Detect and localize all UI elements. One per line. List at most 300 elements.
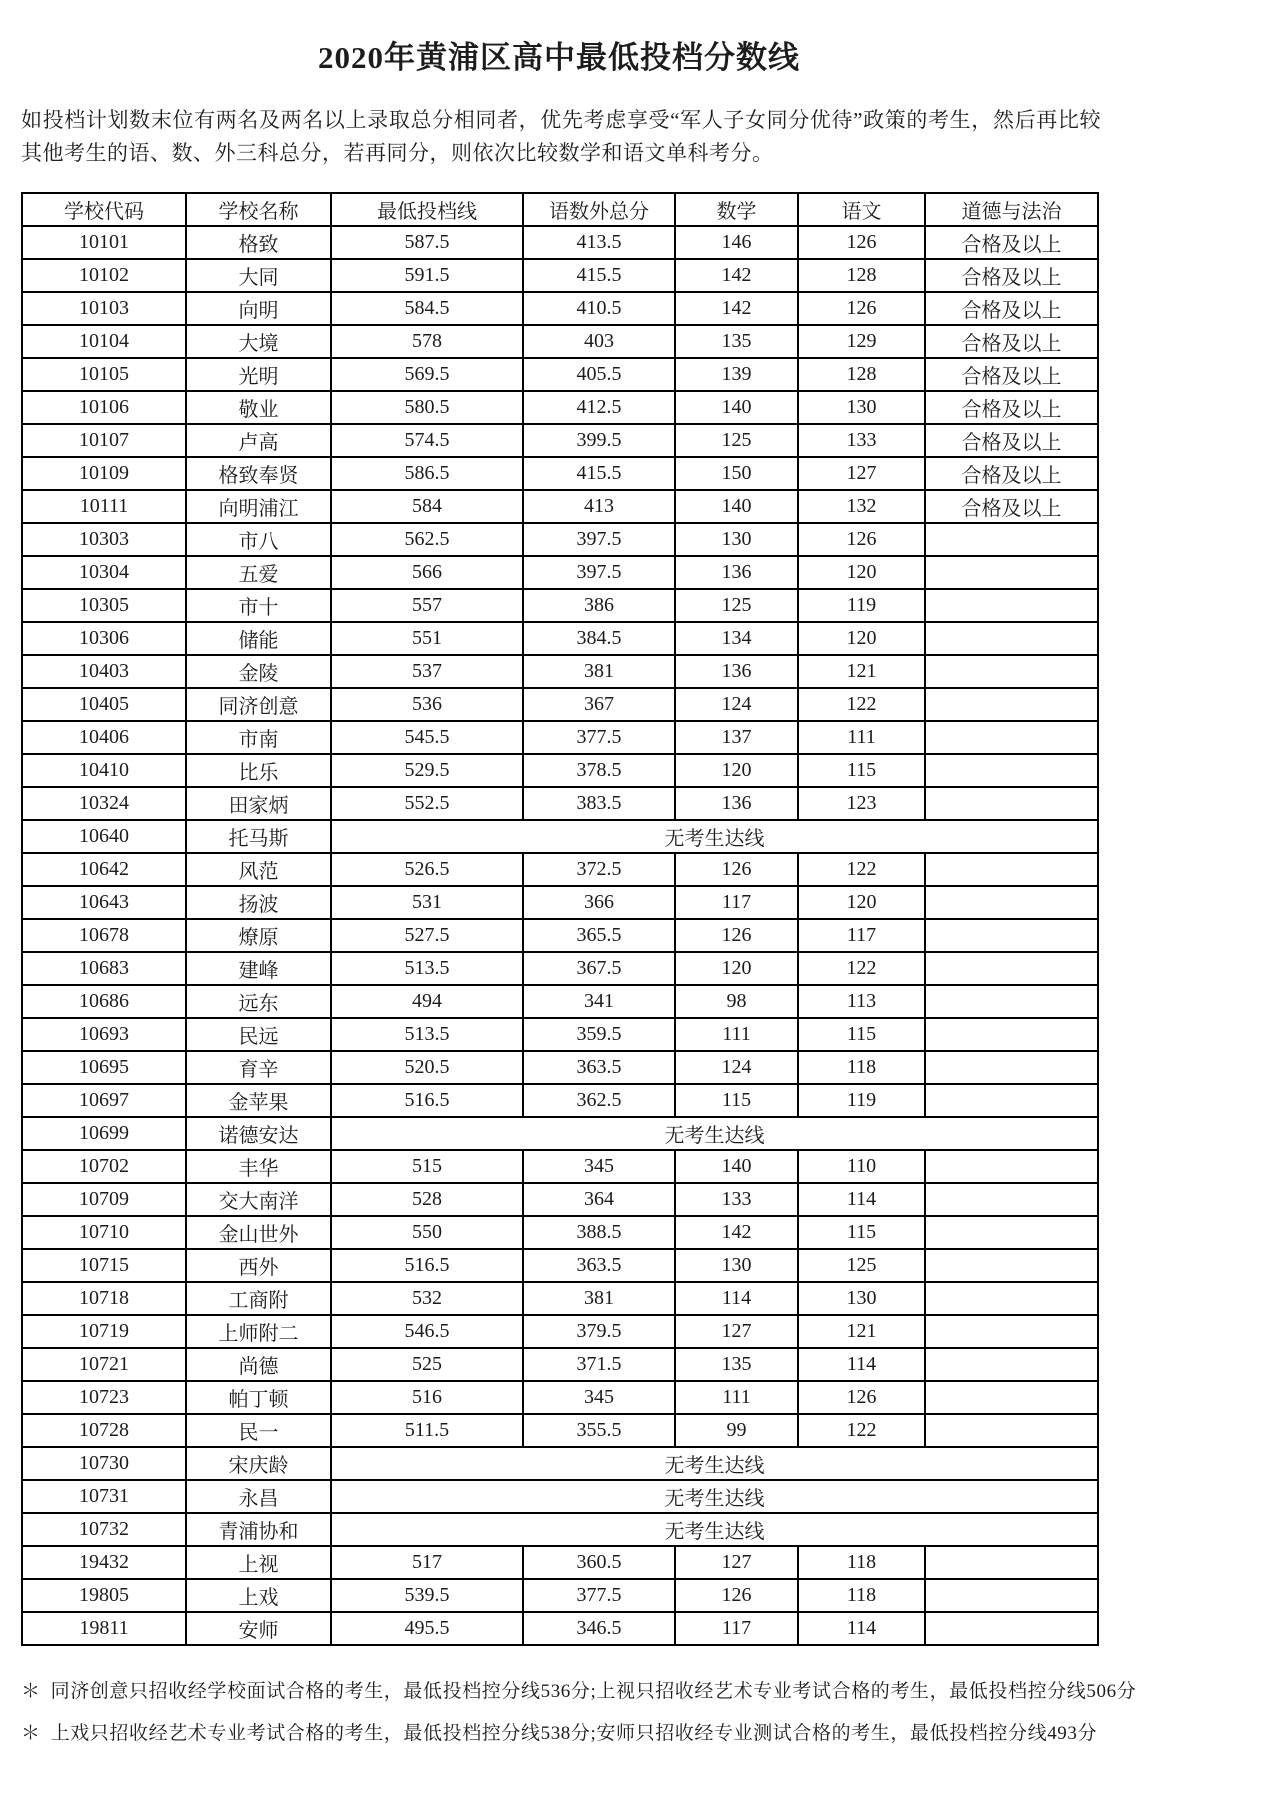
- chinese-cell: 115: [798, 1018, 925, 1051]
- total-cell: 359.5: [523, 1018, 675, 1051]
- school-code-cell: 10678: [22, 919, 186, 952]
- school-name-cell: 金山世外: [186, 1216, 331, 1249]
- min-line-cell: 536: [331, 688, 523, 721]
- math-cell: 127: [675, 1315, 798, 1348]
- school-name-cell: 帕丁顿: [186, 1381, 331, 1414]
- school-name-cell: 上视: [186, 1546, 331, 1579]
- school-code-cell: 10405: [22, 688, 186, 721]
- min-line-cell: 520.5: [331, 1051, 523, 1084]
- table-row: [22, 1183, 1098, 1216]
- chinese-cell: 113: [798, 985, 925, 1018]
- math-cell: 139: [675, 358, 798, 391]
- table-row: [22, 952, 1098, 985]
- table-row: [22, 820, 1098, 853]
- school-code-cell: 19805: [22, 1579, 186, 1612]
- table-row: [22, 589, 1098, 622]
- school-code-cell: 10105: [22, 358, 186, 391]
- asterisk-marker: ＊: [21, 1723, 41, 1745]
- min-line-cell: 552.5: [331, 787, 523, 820]
- table-row: [22, 1018, 1098, 1051]
- min-line-cell: 513.5: [331, 1018, 523, 1051]
- chinese-cell: 119: [798, 589, 925, 622]
- table-row: [22, 490, 1098, 523]
- math-cell: 130: [675, 1249, 798, 1282]
- school-code-cell: 10695: [22, 1051, 186, 1084]
- min-line-cell: 528: [331, 1183, 523, 1216]
- school-name-cell: 卢高: [186, 424, 331, 457]
- table-row: [22, 886, 1098, 919]
- total-cell: 365.5: [523, 919, 675, 952]
- school-code-cell: 10106: [22, 391, 186, 424]
- chinese-cell: 125: [798, 1249, 925, 1282]
- table-row: [22, 919, 1098, 952]
- min-line-cell: 557: [331, 589, 523, 622]
- total-cell: 363.5: [523, 1249, 675, 1282]
- moral-cell: [925, 655, 1098, 688]
- min-line-cell: 531: [331, 886, 523, 919]
- chinese-cell: 117: [798, 919, 925, 952]
- table-row: [22, 259, 1098, 292]
- math-cell: 142: [675, 1216, 798, 1249]
- header-row: [22, 193, 1098, 226]
- moral-cell: [925, 1546, 1098, 1579]
- school-code-cell: 10324: [22, 787, 186, 820]
- math-cell: 127: [675, 1546, 798, 1579]
- school-name-cell: 远东: [186, 985, 331, 1018]
- school-code-cell: 10104: [22, 325, 186, 358]
- table-row: [22, 1315, 1098, 1348]
- school-name-cell: 永昌: [186, 1480, 331, 1513]
- table-row: [22, 1480, 1098, 1513]
- school-name-cell: 五爱: [186, 556, 331, 589]
- moral-cell: 合格及以上: [925, 391, 1098, 424]
- table-row: [22, 1414, 1098, 1447]
- math-cell: 140: [675, 391, 798, 424]
- math-cell: 125: [675, 589, 798, 622]
- table-row: [22, 721, 1098, 754]
- school-code-cell: 10643: [22, 886, 186, 919]
- column-header: 最低投档线: [331, 193, 523, 226]
- school-name-cell: 扬波: [186, 886, 331, 919]
- school-code-cell: 10101: [22, 226, 186, 259]
- school-code-cell: 10306: [22, 622, 186, 655]
- min-line-cell: 562.5: [331, 523, 523, 556]
- min-line-cell: 516.5: [331, 1249, 523, 1282]
- total-cell: 381: [523, 655, 675, 688]
- chinese-cell: 122: [798, 952, 925, 985]
- math-cell: 136: [675, 556, 798, 589]
- chinese-cell: 118: [798, 1051, 925, 1084]
- no-candidates-cell: 无考生达线: [331, 1513, 1098, 1546]
- moral-cell: [925, 1348, 1098, 1381]
- column-header: 学校代码: [22, 193, 186, 226]
- intro-paragraph: 如投档计划数末位有两名及两名以上录取总分相同者，优先考虑享受“军人子女同分优待”政策的考生，然后再比较其他考生的语、数、外三科总分，若再同分，则依次比较数学和语文单科考分。: [21, 108, 1101, 166]
- math-cell: 125: [675, 424, 798, 457]
- math-cell: 140: [675, 1150, 798, 1183]
- moral-cell: [925, 1183, 1098, 1216]
- chinese-cell: 126: [798, 523, 925, 556]
- school-name-cell: 金苹果: [186, 1084, 331, 1117]
- math-cell: 120: [675, 952, 798, 985]
- table-row: [22, 1282, 1098, 1315]
- min-line-cell: 578: [331, 325, 523, 358]
- moral-cell: 合格及以上: [925, 325, 1098, 358]
- moral-cell: [925, 622, 1098, 655]
- min-line-cell: 515: [331, 1150, 523, 1183]
- table-row: [22, 1381, 1098, 1414]
- total-cell: 345: [523, 1150, 675, 1183]
- total-cell: 379.5: [523, 1315, 675, 1348]
- table-row: [22, 325, 1098, 358]
- table-row: [22, 622, 1098, 655]
- total-cell: 397.5: [523, 556, 675, 589]
- moral-cell: [925, 1018, 1098, 1051]
- table-row: [22, 1150, 1098, 1183]
- math-cell: 137: [675, 721, 798, 754]
- moral-cell: [925, 1216, 1098, 1249]
- school-name-cell: 交大南洋: [186, 1183, 331, 1216]
- min-line-cell: 551: [331, 622, 523, 655]
- school-name-cell: 民远: [186, 1018, 331, 1051]
- total-cell: 403: [523, 325, 675, 358]
- footnote-1: [21, 1676, 1260, 1703]
- moral-cell: [925, 1150, 1098, 1183]
- school-name-cell: 格致: [186, 226, 331, 259]
- school-code-cell: 10731: [22, 1480, 186, 1513]
- table-row: [22, 424, 1098, 457]
- chinese-cell: 110: [798, 1150, 925, 1183]
- moral-cell: [925, 688, 1098, 721]
- school-code-cell: 10640: [22, 820, 186, 853]
- school-code-cell: 10103: [22, 292, 186, 325]
- moral-cell: 合格及以上: [925, 424, 1098, 457]
- table-row: [22, 985, 1098, 1018]
- min-line-cell: 525: [331, 1348, 523, 1381]
- moral-cell: [925, 589, 1098, 622]
- math-cell: 117: [675, 886, 798, 919]
- school-name-cell: 市南: [186, 721, 331, 754]
- math-cell: 142: [675, 292, 798, 325]
- school-code-cell: 10719: [22, 1315, 186, 1348]
- total-cell: 372.5: [523, 853, 675, 886]
- min-line-cell: 517: [331, 1546, 523, 1579]
- school-name-cell: 燎原: [186, 919, 331, 952]
- total-cell: 386: [523, 589, 675, 622]
- total-cell: 388.5: [523, 1216, 675, 1249]
- min-line-cell: 545.5: [331, 721, 523, 754]
- school-name-cell: 同济创意: [186, 688, 331, 721]
- school-name-cell: 尚德: [186, 1348, 331, 1381]
- math-cell: 99: [675, 1414, 798, 1447]
- moral-cell: [925, 1051, 1098, 1084]
- table-row: [22, 754, 1098, 787]
- table-row: [22, 655, 1098, 688]
- school-code-cell: 10111: [22, 490, 186, 523]
- table-row: [22, 391, 1098, 424]
- table-row: [22, 457, 1098, 490]
- school-name-cell: 托马斯: [186, 820, 331, 853]
- no-candidates-cell: 无考生达线: [331, 1447, 1098, 1480]
- moral-cell: [925, 523, 1098, 556]
- chinese-cell: 126: [798, 226, 925, 259]
- school-name-cell: 工商附: [186, 1282, 331, 1315]
- moral-cell: 合格及以上: [925, 358, 1098, 391]
- table-row: [22, 1447, 1098, 1480]
- school-name-cell: 育辛: [186, 1051, 331, 1084]
- school-code-cell: 10699: [22, 1117, 186, 1150]
- chinese-cell: 119: [798, 1084, 925, 1117]
- school-name-cell: 市十: [186, 589, 331, 622]
- total-cell: 384.5: [523, 622, 675, 655]
- moral-cell: 合格及以上: [925, 226, 1098, 259]
- school-code-cell: 10303: [22, 523, 186, 556]
- min-line-cell: 516.5: [331, 1084, 523, 1117]
- school-name-cell: 大同: [186, 259, 331, 292]
- table-row: [22, 1348, 1098, 1381]
- table-row: [22, 1084, 1098, 1117]
- moral-cell: [925, 721, 1098, 754]
- math-cell: 126: [675, 1579, 798, 1612]
- total-cell: 412.5: [523, 391, 675, 424]
- min-line-cell: 494: [331, 985, 523, 1018]
- table-row: [22, 1579, 1098, 1612]
- school-name-cell: 风范: [186, 853, 331, 886]
- moral-cell: 合格及以上: [925, 259, 1098, 292]
- moral-cell: [925, 1282, 1098, 1315]
- chinese-cell: 120: [798, 556, 925, 589]
- school-code-cell: 10702: [22, 1150, 186, 1183]
- school-name-cell: 市八: [186, 523, 331, 556]
- math-cell: 150: [675, 457, 798, 490]
- school-name-cell: 丰华: [186, 1150, 331, 1183]
- school-code-cell: 10304: [22, 556, 186, 589]
- moral-cell: [925, 1579, 1098, 1612]
- table-row: [22, 853, 1098, 886]
- min-line-cell: 527.5: [331, 919, 523, 952]
- school-code-cell: 19432: [22, 1546, 186, 1579]
- school-name-cell: 储能: [186, 622, 331, 655]
- math-cell: 146: [675, 226, 798, 259]
- chinese-cell: 122: [798, 1414, 925, 1447]
- table-row: [22, 1612, 1098, 1645]
- min-line-cell: 566: [331, 556, 523, 589]
- math-cell: 115: [675, 1084, 798, 1117]
- math-cell: 124: [675, 1051, 798, 1084]
- table-row: [22, 688, 1098, 721]
- min-line-cell: 546.5: [331, 1315, 523, 1348]
- total-cell: 341: [523, 985, 675, 1018]
- chinese-cell: 114: [798, 1183, 925, 1216]
- moral-cell: 合格及以上: [925, 292, 1098, 325]
- total-cell: 363.5: [523, 1051, 675, 1084]
- no-candidates-cell: 无考生达线: [331, 1117, 1098, 1150]
- min-line-cell: 532: [331, 1282, 523, 1315]
- min-line-cell: 584.5: [331, 292, 523, 325]
- score-table-body: [22, 226, 1098, 1645]
- chinese-cell: 123: [798, 787, 925, 820]
- total-cell: 345: [523, 1381, 675, 1414]
- total-cell: 381: [523, 1282, 675, 1315]
- min-line-cell: 511.5: [331, 1414, 523, 1447]
- school-code-cell: 10683: [22, 952, 186, 985]
- total-cell: 346.5: [523, 1612, 675, 1645]
- footnotes: [21, 1676, 1260, 1745]
- math-cell: 135: [675, 1348, 798, 1381]
- school-name-cell: 金陵: [186, 655, 331, 688]
- total-cell: 413.5: [523, 226, 675, 259]
- school-name-cell: 上戏: [186, 1579, 331, 1612]
- math-cell: 111: [675, 1018, 798, 1051]
- total-cell: 366: [523, 886, 675, 919]
- math-cell: 136: [675, 655, 798, 688]
- min-line-cell: 587.5: [331, 226, 523, 259]
- score-table-header: [22, 193, 1098, 226]
- total-cell: 399.5: [523, 424, 675, 457]
- school-code-cell: 10718: [22, 1282, 186, 1315]
- table-row: [22, 1249, 1098, 1282]
- school-code-cell: 10732: [22, 1513, 186, 1546]
- min-line-cell: 550: [331, 1216, 523, 1249]
- school-code-cell: 10642: [22, 853, 186, 886]
- chinese-cell: 120: [798, 622, 925, 655]
- moral-cell: [925, 853, 1098, 886]
- table-row: [22, 1117, 1098, 1150]
- chinese-cell: 115: [798, 1216, 925, 1249]
- table-row: [22, 1051, 1098, 1084]
- column-header: 数学: [675, 193, 798, 226]
- total-cell: 364: [523, 1183, 675, 1216]
- math-cell: 114: [675, 1282, 798, 1315]
- moral-cell: [925, 1084, 1098, 1117]
- footnote-text: 同济创意只招收经学校面试合格的考生，最低投档控分线536分;上视只招收经艺术专业考试合格的考生，最低投档控分线506分: [50, 1681, 1137, 1703]
- chinese-cell: 118: [798, 1546, 925, 1579]
- school-name-cell: 大境: [186, 325, 331, 358]
- table-row: [22, 556, 1098, 589]
- footnote-2: [21, 1718, 1260, 1745]
- min-line-cell: 513.5: [331, 952, 523, 985]
- chinese-cell: 126: [798, 1381, 925, 1414]
- moral-cell: [925, 1414, 1098, 1447]
- school-name-cell: 青浦协和: [186, 1513, 331, 1546]
- table-row: [22, 358, 1098, 391]
- school-code-cell: 10697: [22, 1084, 186, 1117]
- min-line-cell: 569.5: [331, 358, 523, 391]
- math-cell: 126: [675, 853, 798, 886]
- moral-cell: 合格及以上: [925, 490, 1098, 523]
- chinese-cell: 126: [798, 292, 925, 325]
- moral-cell: [925, 787, 1098, 820]
- total-cell: 377.5: [523, 721, 675, 754]
- chinese-cell: 128: [798, 358, 925, 391]
- moral-cell: [925, 1612, 1098, 1645]
- table-row: [22, 226, 1098, 259]
- score-table: [21, 192, 1099, 1646]
- moral-cell: [925, 1381, 1098, 1414]
- school-code-cell: 10107: [22, 424, 186, 457]
- total-cell: 413: [523, 490, 675, 523]
- math-cell: 133: [675, 1183, 798, 1216]
- no-candidates-cell: 无考生达线: [331, 820, 1098, 853]
- footnote-text: 上戏只招收经艺术专业考试合格的考生，最低投档控分线538分;安师只招收经专业测试合格的考生，最低投档控分线493分: [50, 1723, 1098, 1745]
- total-cell: 415.5: [523, 457, 675, 490]
- school-code-cell: 10721: [22, 1348, 186, 1381]
- school-name-cell: 诺德安达: [186, 1117, 331, 1150]
- min-line-cell: 539.5: [331, 1579, 523, 1612]
- school-code-cell: 10730: [22, 1447, 186, 1480]
- school-code-cell: 10305: [22, 589, 186, 622]
- math-cell: 142: [675, 259, 798, 292]
- chinese-cell: 133: [798, 424, 925, 457]
- school-code-cell: 10403: [22, 655, 186, 688]
- school-code-cell: 10406: [22, 721, 186, 754]
- total-cell: 367.5: [523, 952, 675, 985]
- min-line-cell: 537: [331, 655, 523, 688]
- math-cell: 120: [675, 754, 798, 787]
- school-name-cell: 安师: [186, 1612, 331, 1645]
- table-row: [22, 787, 1098, 820]
- math-cell: 134: [675, 622, 798, 655]
- school-code-cell: 10728: [22, 1414, 186, 1447]
- moral-cell: [925, 886, 1098, 919]
- school-code-cell: 19811: [22, 1612, 186, 1645]
- total-cell: 383.5: [523, 787, 675, 820]
- min-line-cell: 516: [331, 1381, 523, 1414]
- min-line-cell: 586.5: [331, 457, 523, 490]
- column-header: 语文: [798, 193, 925, 226]
- page-title: 2020年黄浦区高中最低投档分数线: [318, 40, 800, 75]
- chinese-cell: 132: [798, 490, 925, 523]
- school-name-cell: 建峰: [186, 952, 331, 985]
- moral-cell: [925, 919, 1098, 952]
- school-name-cell: 西外: [186, 1249, 331, 1282]
- min-line-cell: 574.5: [331, 424, 523, 457]
- school-name-cell: 光明: [186, 358, 331, 391]
- moral-cell: [925, 556, 1098, 589]
- min-line-cell: 526.5: [331, 853, 523, 886]
- math-cell: 140: [675, 490, 798, 523]
- chinese-cell: 120: [798, 886, 925, 919]
- math-cell: 117: [675, 1612, 798, 1645]
- school-code-cell: 10723: [22, 1381, 186, 1414]
- table-row: [22, 1546, 1098, 1579]
- school-code-cell: 10693: [22, 1018, 186, 1051]
- school-name-cell: 敬业: [186, 391, 331, 424]
- chinese-cell: 121: [798, 655, 925, 688]
- table-row: [22, 1216, 1098, 1249]
- school-name-cell: 比乐: [186, 754, 331, 787]
- school-name-cell: 上师附二: [186, 1315, 331, 1348]
- school-code-cell: 10102: [22, 259, 186, 292]
- math-cell: 111: [675, 1381, 798, 1414]
- chinese-cell: 114: [798, 1612, 925, 1645]
- school-name-cell: 向明: [186, 292, 331, 325]
- math-cell: 135: [675, 325, 798, 358]
- chinese-cell: 111: [798, 721, 925, 754]
- chinese-cell: 115: [798, 754, 925, 787]
- moral-cell: 合格及以上: [925, 457, 1098, 490]
- column-header: 语数外总分: [523, 193, 675, 226]
- school-name-cell: 民一: [186, 1414, 331, 1447]
- total-cell: 405.5: [523, 358, 675, 391]
- school-name-cell: 宋庆龄: [186, 1447, 331, 1480]
- table-row: [22, 1513, 1098, 1546]
- min-line-cell: 584: [331, 490, 523, 523]
- chinese-cell: 130: [798, 1282, 925, 1315]
- min-line-cell: 591.5: [331, 259, 523, 292]
- school-code-cell: 10710: [22, 1216, 186, 1249]
- total-cell: 367: [523, 688, 675, 721]
- math-cell: 124: [675, 688, 798, 721]
